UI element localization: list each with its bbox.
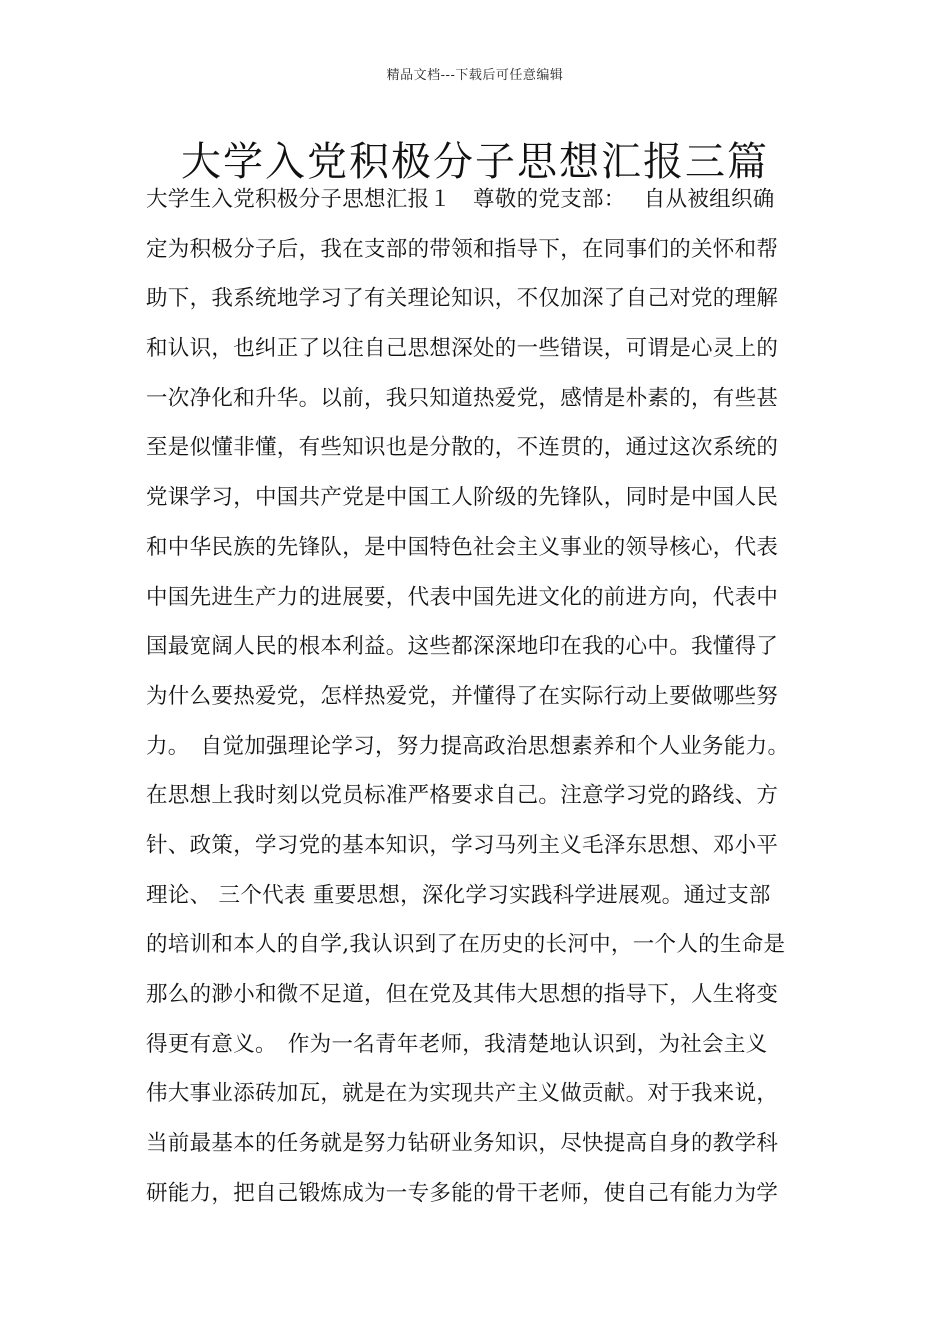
body-line: 助下，我系统地学习了有关理论知识，不仅加深了自己对党的理解 [146,286,779,312]
body-line: 定为积极分子后，我在支部的带领和指导下，在同事们的关怀和帮 [146,236,779,262]
body-line: 党课学习，中国共产党是中国工人阶级的先锋队，同时是中国人民 [146,485,779,511]
body-line: 大学生入党积极分子思想汇报１ 尊敬的党支部： 自从被组织确 [146,187,775,212]
body-line: 力。 自觉加强理论学习，努力提高政治思想素养和个人业务能力。 [146,733,790,759]
body-line: 当前最基本的任务就是努力钻研业务知识，尽快提高自身的教学科 [146,1131,779,1157]
body-line: 在思想上我时刻以党员标准严格要求自己。注意学习党的路线、方 [146,783,779,809]
body-line: 至是似懂非懂，有些知识也是分散的，不连贯的，通过这次系统的 [146,435,779,461]
body-line: 一次净化和升华。以前，我只知道热爱党，感情是朴素的，有些甚 [146,385,779,411]
document-title: 大学入党积极分子思想汇报三篇 [181,139,769,185]
header-note: 精品文档---下载后可任意编辑 [386,68,564,83]
body-line: 国最宽阔人民的根本利益。这些都深深地印在我的心中。我懂得了 [146,634,779,660]
body-line: 针、政策，学习党的基本知识，学习马列主义毛泽东思想、邓小平 [146,832,779,858]
body-line: 的培训和本人的自学,我认识到了在历史的长河中，一个人的生命是 [146,932,786,958]
body-line: 得更有意义。 作为一名青年老师，我清楚地认识到，为社会主义 [146,1031,768,1057]
body-line: 和中华民族的先锋队，是中国特色社会主义事业的领导核心，代表 [146,534,779,560]
body-line: 中国先进生产力的进展要，代表中国先进文化的前进方向，代表中 [146,584,779,610]
body-line: 研能力，把自己锻炼成为一专多能的骨干老师，使自己有能力为学 [146,1180,779,1206]
body-line: 和认识，也纠正了以往自己思想深处的一些错误，可谓是心灵上的 [146,336,779,362]
document-body [146,185,826,1228]
body-line: 理论、 三个代表 重要思想，深化学习实践科学进展观。通过支部 [146,882,771,908]
body-line: 伟大事业添砖加瓦，就是在为实现共产主义做贡献。对于我来说， [146,1081,779,1107]
body-line: 那么的渺小和微不足道，但在党及其伟大思想的指导下，人生将变 [146,982,779,1007]
body-line: 为什么要热爱党，怎样热爱党，并懂得了在实际行动上要做哪些努 [146,683,779,709]
